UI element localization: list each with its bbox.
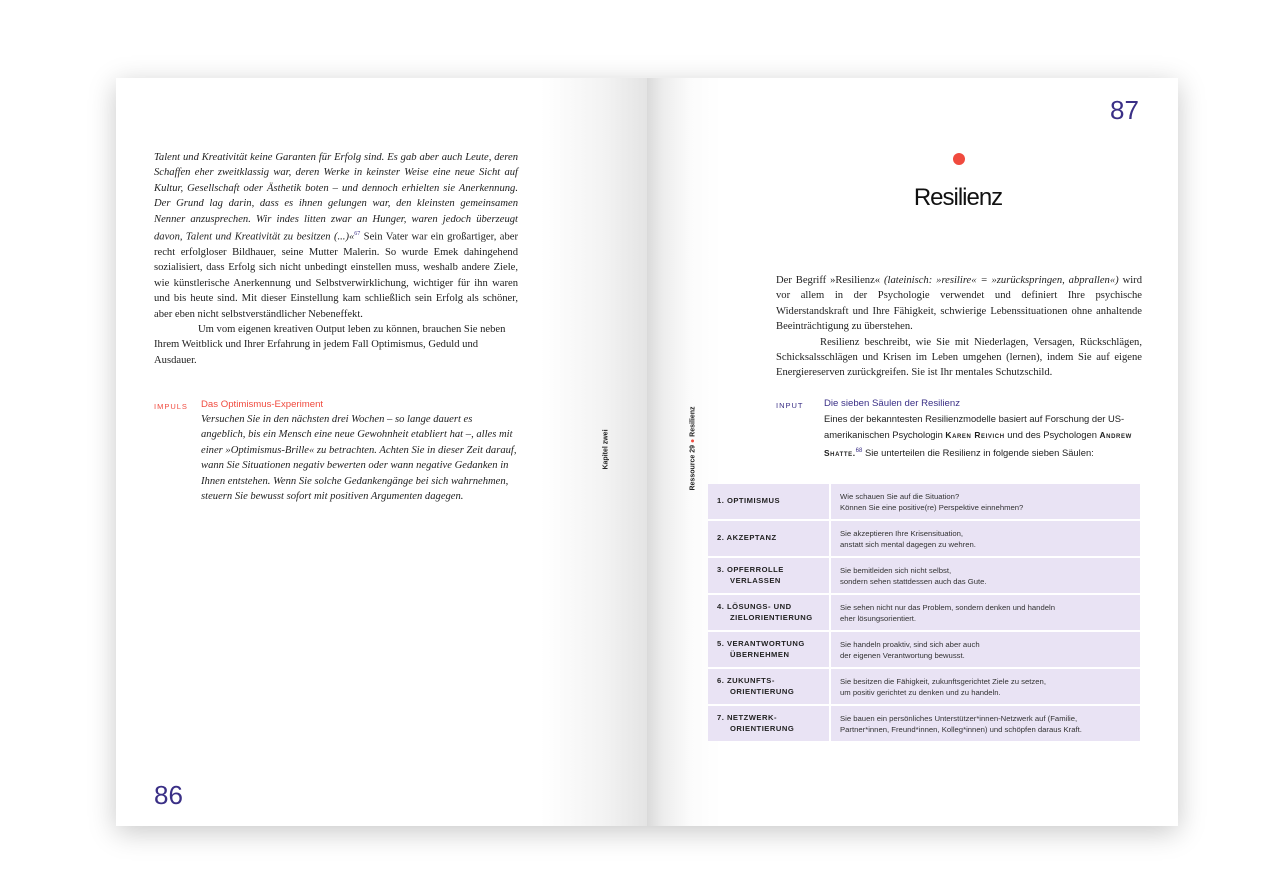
right-body-text — [776, 273, 1142, 381]
resilience-pillars-table — [708, 484, 1140, 741]
table-row — [708, 557, 1140, 594]
pillar-label: 4. LÖSUNGS- UND ZIELORIENTIERUNG — [708, 594, 830, 631]
footnote-ref: 68 — [855, 448, 863, 454]
pillar-label: 2. AKZEPTANZ — [708, 520, 830, 557]
paragraph-text: Um vom eigenen kreativen Output leben zu können, brauchen Sie neben Ihrem Weitblick und Ihrer Erfahrung in jedem Fall Optimismus, Geduld und Ausdauer. — [154, 324, 506, 366]
intro-latin: (lateinisch: »resilire« = »zurückspringen, abprallen«) — [884, 275, 1119, 286]
pillar-description: Sie handeln proaktiv, sind sich aber auch der eigenen Verantwortung bewusst. — [830, 631, 1140, 668]
table-row — [708, 631, 1140, 668]
input-tag: INPUT — [776, 401, 804, 410]
pillar-description: Sie bemitleiden sich nicht selbst, sondern sehen stattdessen auch das Gute. — [830, 557, 1140, 594]
pillar-description: Wie schauen Sie auf die Situation? Können Sie eine positive(re) Perspektive einnehmen? — [830, 484, 1140, 520]
chapter-title: Resilienz — [913, 184, 1003, 211]
pillar-label: 5. VERANTWORTUNG ÜBERNEHMEN — [708, 631, 830, 668]
table-row — [708, 484, 1140, 520]
table-row — [708, 520, 1140, 557]
pillar-label: 6. ZUKUNFTS- ORIENTIERUNG — [708, 668, 830, 705]
footnote-ref: 67 — [354, 231, 361, 238]
left-body-text — [154, 150, 518, 368]
pillar-label: 1. OPTIMISMUS — [708, 484, 830, 520]
pillar-description: Sie besitzen die Fähigkeit, zukunftsgerichtet Ziele zu setzen, um positiv gerichtet zu denken und zu handeln. — [830, 668, 1140, 705]
page-number-left: 86 — [154, 780, 183, 810]
pillar-label: 3. OPFERROLLE VERLASSEN — [708, 557, 830, 594]
intro-text: Der Begriff »Resilienz« — [776, 275, 884, 286]
input-heading: Die sieben Säulen der Resilienz — [824, 398, 960, 409]
running-head-ressource: Ressource 29 — [689, 444, 697, 491]
author-name-2: Andrew Shatte. — [824, 430, 1132, 459]
quote-text: Talent und Kreativität keine Garanten für Erfolg sind. Es gab aber auch Leute, deren Schaffen eher zweitklassig war, deren Werke in keinster Weise eine neue Sicht auf Kultur, Gesellschaft oder Ästhetik boten – und dennoch erhielten sie Anerkennung. Der Grund lag darin, dass es ihnen gelungen war, den kleinsten gemeinsamen Nenner anzusprechen. Wir indes litten zwar an Hunger, waren jedoch überzeugt davon, Talent und Kreativität zu besitzen (...)« — [154, 152, 518, 243]
running-head-right — [690, 399, 697, 499]
pillar-description: Sie sehen nicht nur das Problem, sondern denken und handeln eher lösungsorientiert. — [830, 594, 1140, 631]
pillar-description: Sie bauen ein persönliches Unterstützer*innen-Netzwerk auf (Familie, Partner*innen, Freund*innen, Kolleg*innen) und schöpfen daraus Kraft. — [840, 713, 1082, 734]
intro-text-rest: wird vor allem in der Psychologie verwendet und definiert Ihre psychische Widerstandskraft und Ihre Fähigkeit, schwierige Lebenssituationen ohne anhaltende Beeinträchtigung zu überstehen. — [776, 275, 1143, 333]
red-dot-icon — [953, 153, 965, 165]
impuls-text: Versuchen Sie in den nächsten drei Wochen – so lange dauert es angeblich, bis ein Mensch eine neue Gewohnheit etabliert hat –, alles mit einer »Optimismus-Brille« zu betrachten. Achten Sie in dieser Zeit darauf, wann Sie Situationen negativ bewerten oder wann negative Gedanken in Ihnen entstehen. Wenn Sie solche Gedankengänge bei sich wahrnehmen, steuern Sie bewusst sofort mit positiven Argumenten dagegen. — [201, 414, 517, 503]
bullet-dot-icon: ● — [689, 438, 697, 444]
table-row — [708, 594, 1140, 631]
pillar-label: 7. NETZWERK- ORIENTIERUNG — [708, 705, 830, 741]
impuls-heading: Das Optimismus-Experiment — [201, 399, 324, 410]
input-text-1: Eines der bekanntesten Resilienzmodelle basiert auf Forschung der US-amerikanischen Psychologin — [824, 413, 1125, 440]
input-text — [824, 411, 1136, 461]
intro-paragraph-2: Resilienz beschreibt, wie Sie mit Niederlagen, Versagen, Rückschlägen, Schicksalsschlägen und Krisen im Leben umgehen (lernen), indem Sie auf eigene Energiereserven zurückgreifen. Sie ist Ihr mentales Schutzschild. — [776, 336, 1142, 379]
running-head-left: Kapitel zwei — [602, 429, 610, 470]
page-number-right: 87 — [1110, 95, 1139, 125]
table-row — [708, 668, 1140, 705]
impuls-tag: IMPULS — [154, 402, 188, 411]
input-text-3: Sie unterteilen die Resilienz in folgende sieben Säulen: — [862, 447, 1094, 459]
input-text-2: und des Psychologen — [1004, 429, 1100, 440]
table-row — [708, 705, 1140, 741]
author-name-1: Karen Reivich — [945, 430, 1005, 440]
pillar-description: Sie akzeptieren Ihre Krisensituation, anstatt sich mental dagegen zu wehren. — [830, 520, 1140, 557]
paragraph-text: Sein Vater war ein großartiger, aber recht erfolgloser Bildhauer, seine Mutter Malerin. So wurde Emek dahingehend sozialisiert, dass Erfolg sich nicht unbedingt einstellen muss, weshalb andere Ziele, wie künstlerische Anerkennung und Selbstverwirklichung, wichtiger für ihn waren und bis heute sind. Mit dieser Einstellung kam schließlich sein Erfolg als schöner, aber eben nicht selbstverständlicher Nebeneffekt. — [154, 231, 518, 320]
running-head-resilienz: Resilienz — [689, 406, 697, 437]
